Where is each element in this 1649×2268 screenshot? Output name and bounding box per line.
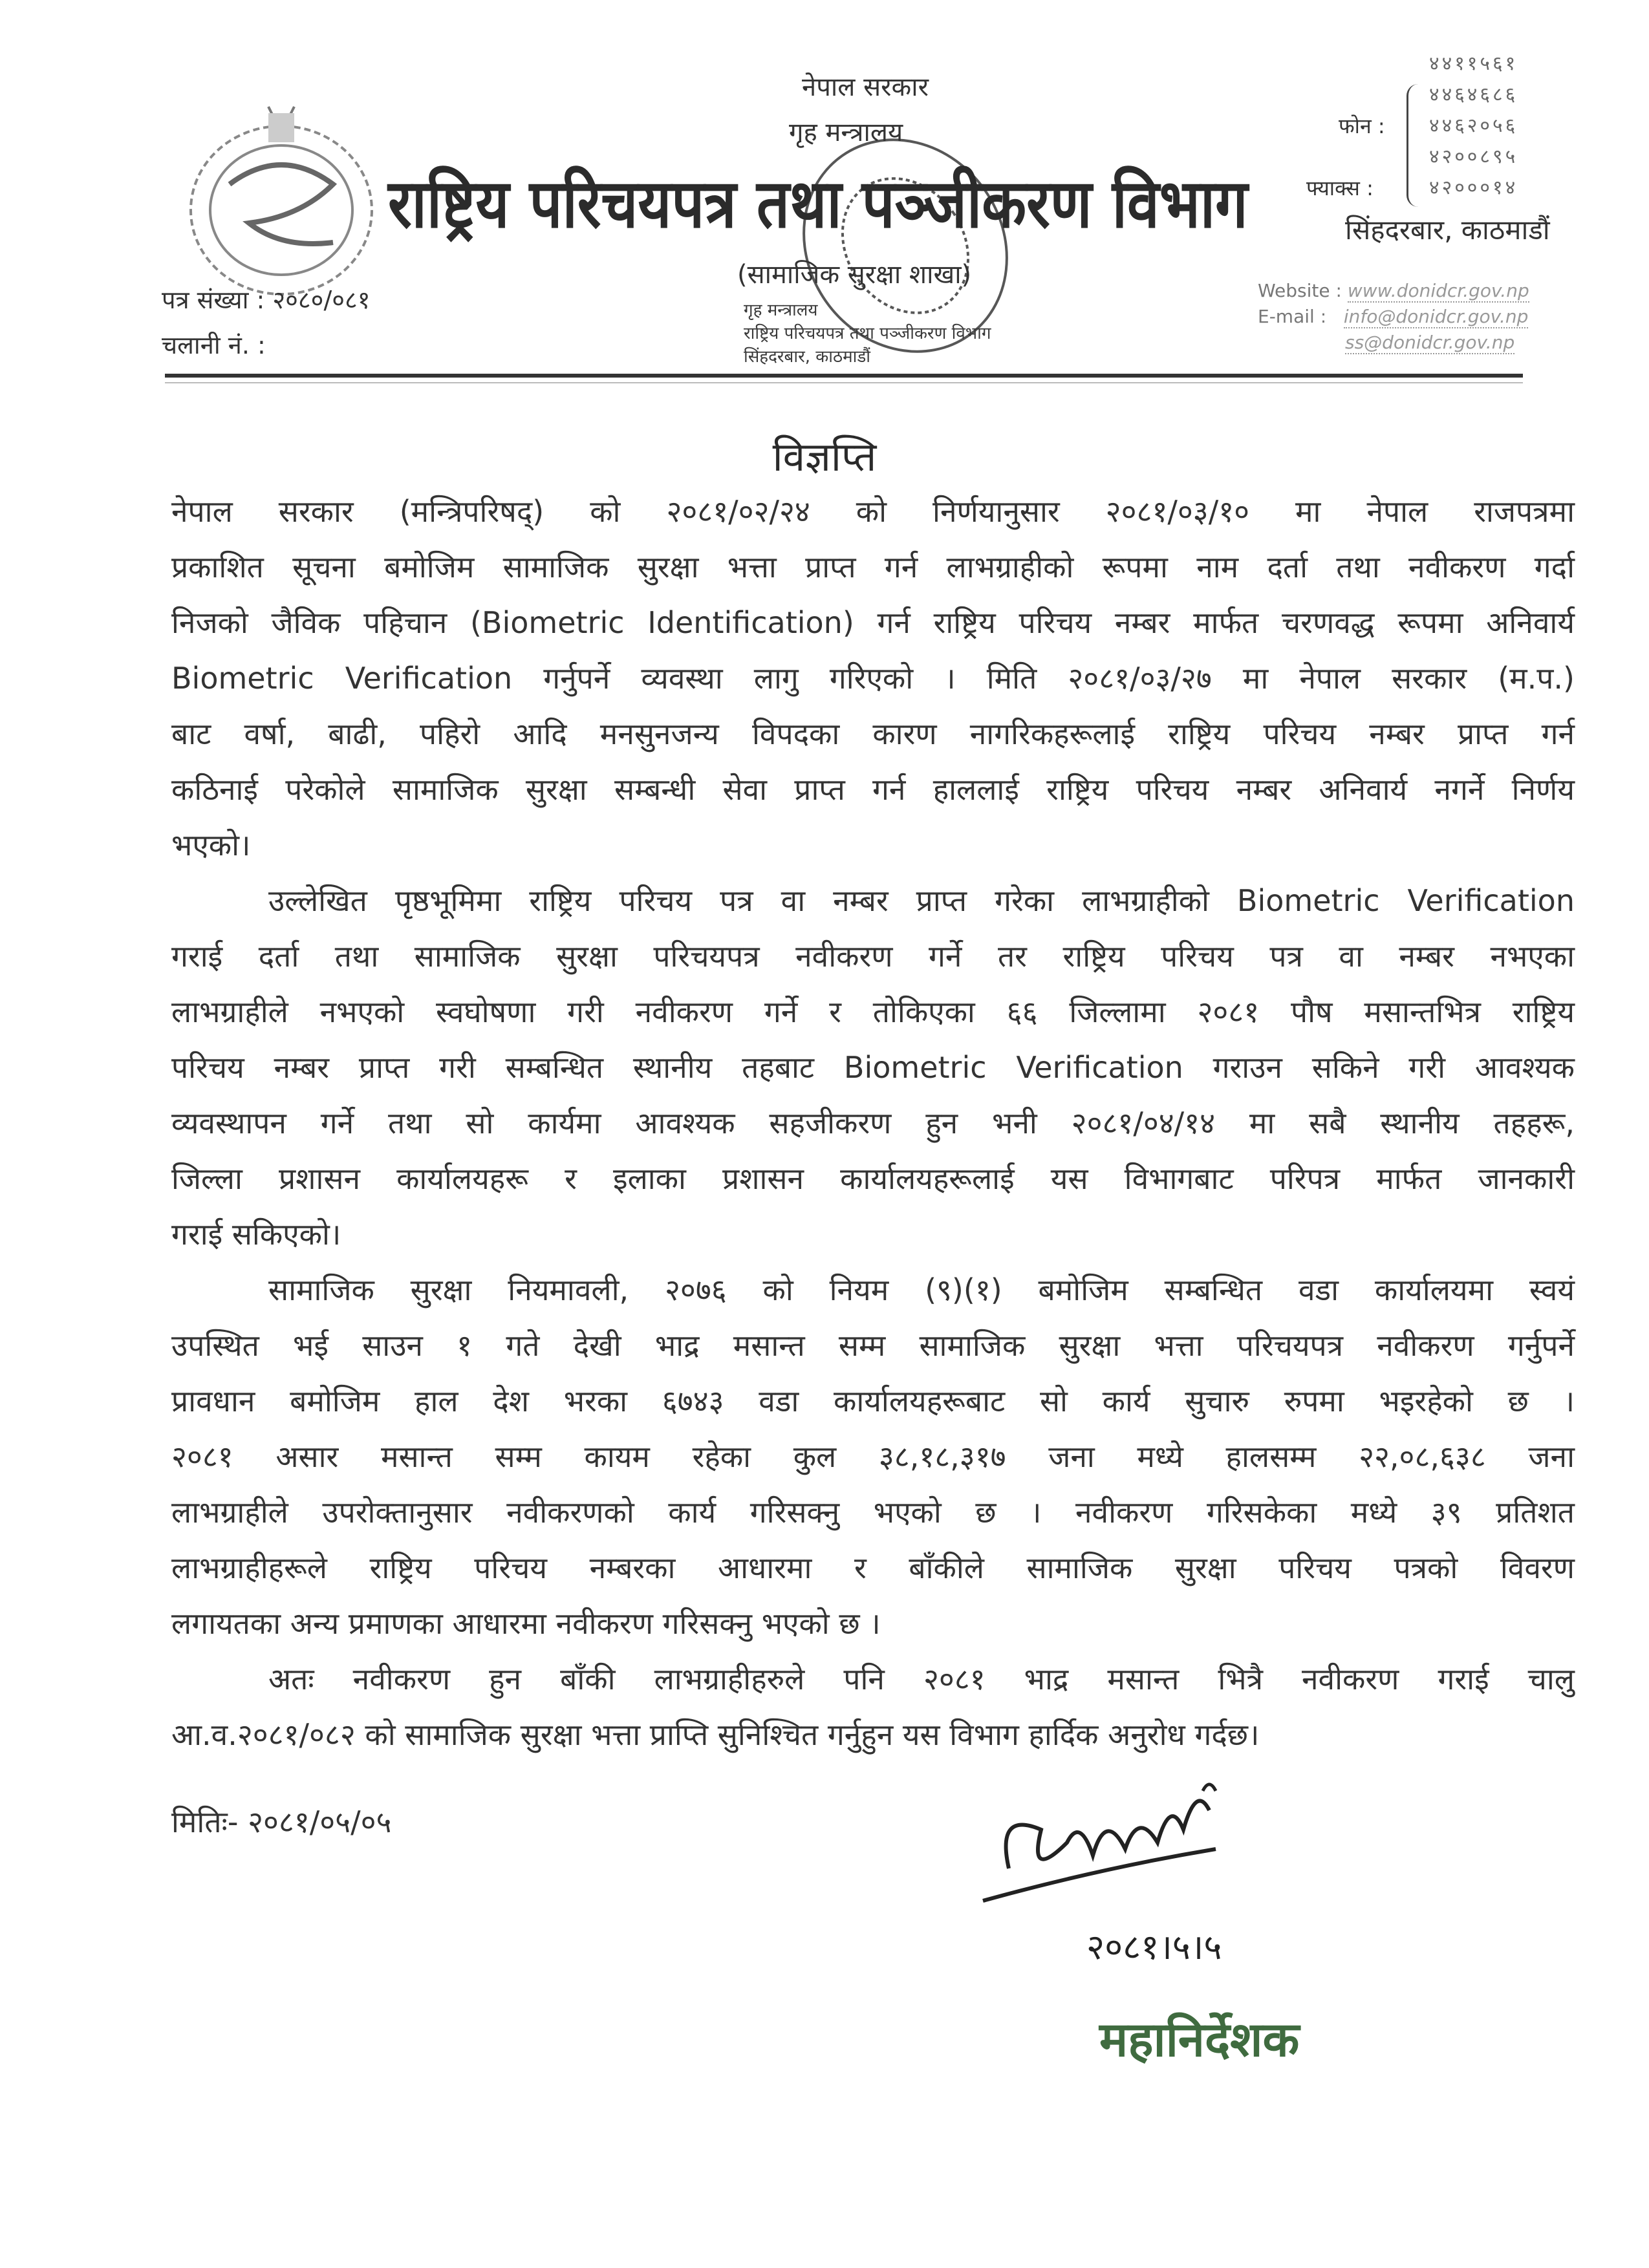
designation-stamp: महानिर्देशक [1099,2012,1300,2068]
notice-title: विज्ञप्ति [772,433,877,480]
signature-date: २०८१।५।५ [1086,1927,1222,1967]
email-link[interactable]: ss@donidcr.gov.np [1345,332,1515,353]
notice-line: आ.व.२०८१/०८२ को सामाजिक सुरक्षा भत्ता प्राप्ति सुनिश्चित गर्नुहुन यस विभाग हार्दिक अनुरोध गर्दछ। [171,1717,1260,1752]
government-name: नेपाल सरकार [802,72,929,102]
notice-line: लाभग्राहीहरूले राष्ट्रिय परिचय नम्बरका आधारमा र बाँकीले सामाजिक सुरक्षा परिचय पत्रको विवरण [171,1550,1575,1585]
reference-number: पत्र संख्या : २०८०/०८१ [162,286,371,314]
brace [1406,84,1424,207]
phone-number: ४४६४६८६ [1429,83,1518,106]
notice-line: भएको। [171,828,251,862]
notice-line: परिचय नम्बर प्राप्त गरी सम्बन्धित स्थानीय तहबाट Biometric Verification गराउन सकिने गरी आवश्यक [171,1050,1575,1085]
notice-line: लगायतका अन्य प्रमाणका आधारमा नवीकरण गरिसक्नु भएको छ । [171,1606,881,1641]
phone-number: ४४६२०५६ [1429,114,1518,137]
notice-line: सामाजिक सुरक्षा नियमावली, २०७६ को नियम (९)(१) बमोजिम सम्बन्धित वडा कार्यालयमा स्वयं [268,1272,1575,1307]
notice-line: अतः नवीकरण हुन बाँकी लाभग्राहीहरुले पनि २०८१ भाद्र मसान्त भित्रै नवीकरण गराई चालु [268,1662,1575,1696]
notice-line: व्यवस्थापन गर्ने तथा सो कार्यमा आवश्यक सहजीकरण हुन भनी २०८१/०४/१४ मा सबै स्थानीय तहहरू, [171,1106,1575,1140]
notice-line: बाट वर्षा, बाढी, पहिरो आदि मनसुनजन्य विपदका कारण नागरिकहरूलाई राष्ट्रिय परिचय नम्बर प्राप्त गर्न [171,716,1575,751]
phone-label: फोन : [1339,114,1385,138]
stamp-line-3: सिंहदरबार, काठमाडौं [744,347,871,367]
divider [165,374,1523,378]
contact-block [1267,52,1571,207]
stamp-line-1: गृह मन्त्रालय [744,301,818,320]
notice-line: गराई सकिएको। [171,1217,341,1252]
notice-line: निजको जैविक पहिचान (Biometric Identification) गर्न राष्ट्रिय परिचय नम्बर मार्फत चरणवद्ध रूपमा अनिवार्य [171,605,1575,640]
notice-line: उपस्थित भई साउन १ गते देखी भाद्र मसान्त सम्म सामाजिक सुरक्षा भत्ता परिचयपत्र नवीकरण गर्नुपर्ने [171,1328,1575,1363]
department-title: राष्ट्रिय परिचयपत्र तथा पञ्जीकरण विभाग [388,164,1248,243]
nepal-emblem-logo [171,87,391,301]
fax-number: ४२०००१४ [1429,177,1518,199]
stamp-line-2: राष्ट्रिय परिचयपत्र तथा पञ्जीकरण विभाग [744,324,991,343]
website-link[interactable]: www.donidcr.gov.np [1347,280,1529,301]
notice-line: गराई दर्ता तथा सामाजिक सुरक्षा परिचयपत्र नवीकरण गर्ने तर राष्ट्रिय परिचय पत्र वा नम्बर नभएका [171,939,1575,974]
notice-line: Biometric Verification गर्नुपर्ने व्यवस्था लागु गरिएको । मिति २०८१/०३/२७ मा नेपाल सरकार (म.प.) [171,661,1575,696]
phone-number: ४४११५६१ [1429,52,1518,75]
notice-line: लाभग्राहीले नभएको स्वघोषणा गरी नवीकरण गर्ने र तोकिएका ६६ जिल्लामा २०८१ पौष मसान्तभित्र राष्ट्रिय [171,994,1575,1029]
notice-line: प्रावधान बमोजिम हाल देश भरका ६७४३ वडा कार्यालयहरूबाट सो कार्य सुचारु रुपमा भइरहेको छ । [171,1384,1575,1418]
website-label: Website : [1258,280,1342,301]
phone-number: ४२००८९५ [1429,145,1518,168]
web-contact [1258,278,1529,356]
notice-line: नेपाल सरकार (मन्त्रिपरिषद्) को २०८१/०२/२४ को निर्णयानुसार २०८१/०३/१० मा नेपाल राजपत्रमा [171,494,1575,529]
notice-line: २०८१ असार मसान्त सम्म कायम रहेका कुल ३८,१८,३१७ जना मध्ये हालसम्म २२,०८,६३८ जना [171,1439,1575,1474]
notice-body [171,484,1575,1762]
notice-line: जिल्ला प्रशासन कार्यालयहरू र इलाका प्रशासन कार्यालयहरूलाई यस विभागबाट परिपत्र मार्फत जानकारी [171,1161,1575,1196]
notice-date: मितिः- २०८१/०५/०५ [171,1804,392,1839]
section-name: (सामाजिक सुरक्षा शाखा) [737,260,972,290]
email-link[interactable]: info@donidcr.gov.np [1343,306,1529,327]
dispatch-number: चलानी नं. : [162,331,266,359]
notice-line: लाभग्राहीले उपरोक्तानुसार नवीकरणको कार्य गरिसक्नु भएको छ । नवीकरण गरिसकेका मध्ये ३९ प्रतिशत [171,1495,1575,1530]
signature [970,1771,1371,2108]
ministry-name: गृह मन्त्रालय [789,118,903,147]
address: सिंहदरबार, काठमाडौं [1345,214,1550,246]
notice-line: कठिनाई परेकोले सामाजिक सुरक्षा सम्बन्धी सेवा प्राप्त गर्न हाललाई राष्ट्रिय परिचय नम्बर अनिवार्य नगर्ने निर्णय [171,772,1575,807]
notice-line: उल्लेखित पृष्ठभूमिमा राष्ट्रिय परिचय पत्र वा नम्बर प्राप्त गरेका लाभग्राहीको Biometric Verification [268,883,1575,918]
email-label: E-mail : [1258,306,1327,327]
stamp-text [744,299,991,369]
fax-label: फ्याक्स : [1306,176,1374,200]
divider [165,382,1523,383]
notice-line: प्रकाशित सूचना बमोजिम सामाजिक सुरक्षा भत्ता प्राप्त गर्न लाभग्राहीको रूपमा नाम दर्ता तथा नवीकरण गर्दा [171,550,1575,584]
